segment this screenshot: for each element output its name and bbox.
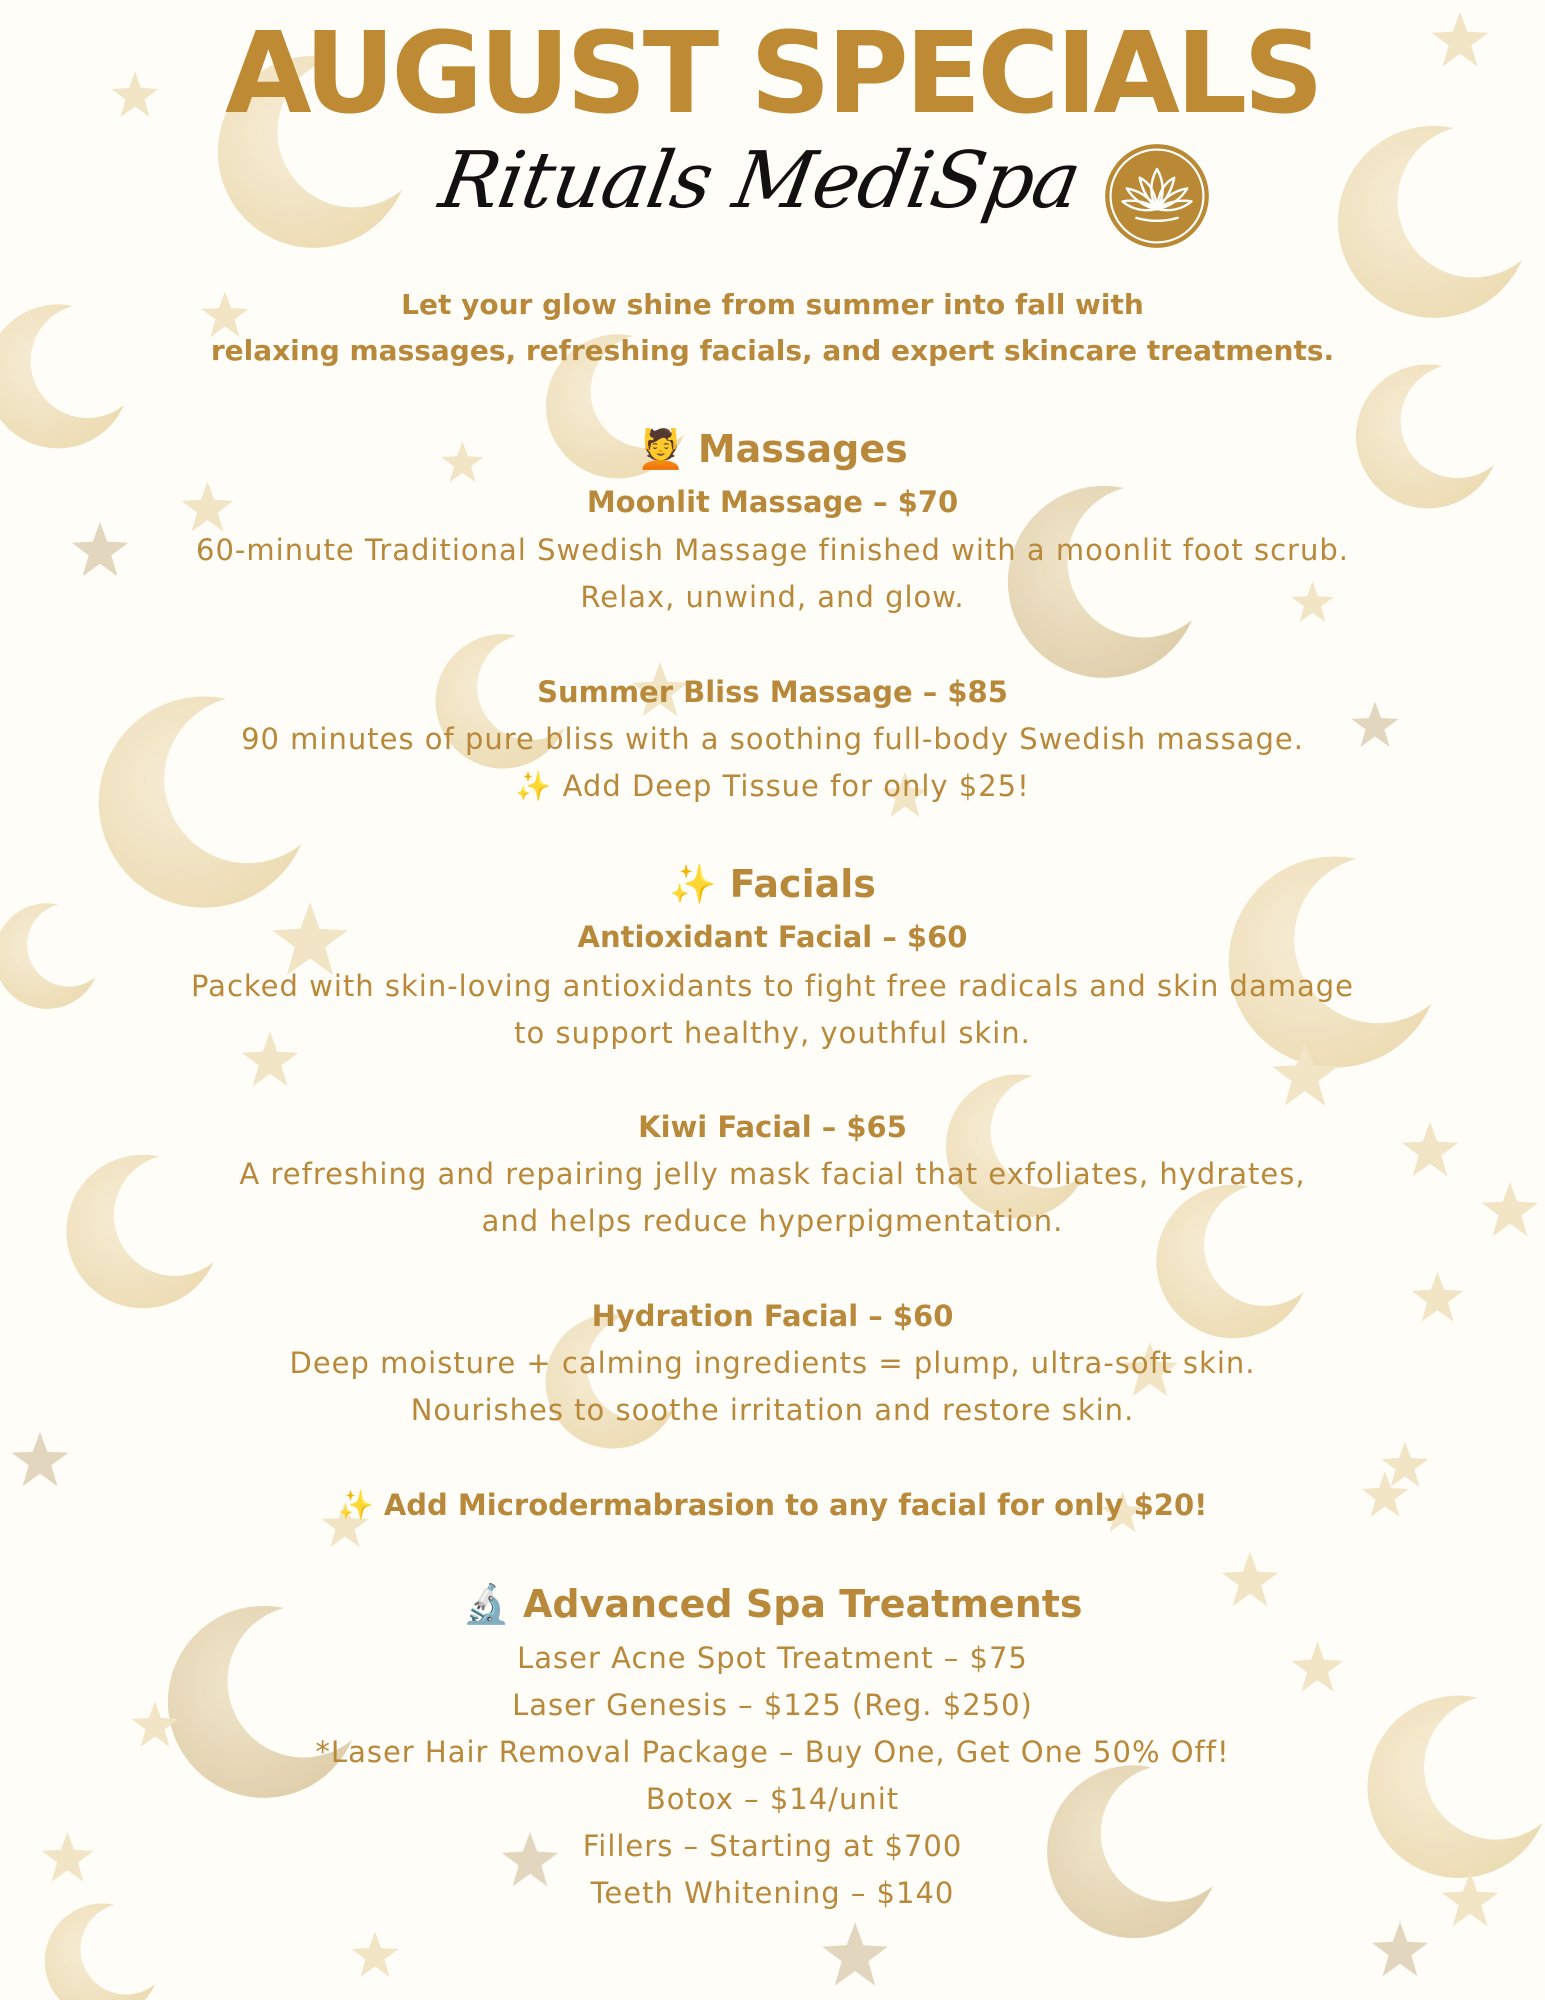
intro-line-2: relaxing massages, refreshing facials, and expert skincare treatments. — [210, 334, 1335, 367]
page-title: AUGUST SPECIALS — [225, 9, 1320, 139]
hydration-facial-title: Hydration Facial – $60 — [591, 1299, 954, 1333]
summer-bliss-massage-title: Summer Bliss Massage – $85 — [537, 675, 1008, 709]
facials-heading-label: Facials — [729, 862, 876, 906]
treatment-item: Laser Genesis – $125 (Reg. $250) — [512, 1688, 1033, 1722]
antioxidant-facial-title: Antioxidant Facial – $60 — [577, 920, 968, 954]
lotus-icon — [1103, 142, 1211, 250]
treatment-item: Fillers – Starting at $700 — [582, 1829, 963, 1863]
treatment-item: Teeth Whitening – $140 — [590, 1876, 955, 1910]
facials-heading — [0, 862, 1545, 907]
treatment-item: *Laser Hair Removal Package – Buy One, Get One 50% Off! — [315, 1735, 1230, 1769]
kiwi-facial-title: Kiwi Facial – $65 — [638, 1110, 907, 1144]
brand-name: Rituals MediSpa — [433, 136, 1087, 226]
antioxidant-facial-desc-1: Packed with skin-loving antioxidants to fight free radicals and skin damage — [190, 969, 1355, 1003]
kiwi-facial-desc-2: and helps reduce hyperpigmentation. — [481, 1204, 1064, 1238]
sparkles-icon: ✨ — [669, 862, 717, 906]
treatment-item: Laser Acne Spot Treatment – $75 — [517, 1641, 1028, 1675]
microscope-icon: 🔬 — [462, 1582, 510, 1626]
summer-bliss-massage-desc-2: ✨ Add Deep Tissue for only $25! — [515, 769, 1030, 803]
moonlit-massage-title: Moonlit Massage – $70 — [586, 485, 959, 519]
antioxidant-facial-desc-2: to support healthy, youthful skin. — [514, 1016, 1031, 1050]
brand-block — [420, 122, 1200, 267]
intro-line-1: Let your glow shine from summer into fall with — [401, 288, 1144, 321]
massage-icon: 💆 — [637, 427, 685, 471]
summer-bliss-massage-desc-1: 90 minutes of pure bliss with a soothing full-body Swedish massage. — [241, 722, 1304, 756]
massages-heading-label: Massages — [697, 427, 908, 471]
advanced-treatments-heading-label: Advanced Spa Treatments — [523, 1582, 1083, 1626]
microdermabrasion-addon: ✨ Add Microdermabrasion to any facial for only $20! — [337, 1488, 1208, 1522]
moonlit-massage-desc-1: 60-minute Traditional Swedish Massage finished with a moonlit foot scrub. — [196, 533, 1349, 567]
treatment-item: Botox – $14/unit — [645, 1782, 900, 1816]
kiwi-facial-desc-1: A refreshing and repairing jelly mask facial that exfoliates, hydrates, — [239, 1157, 1306, 1191]
hydration-facial-desc-1: Deep moisture + calming ingredients = plump, ultra-soft skin. — [289, 1346, 1256, 1380]
moonlit-massage-desc-2: Relax, unwind, and glow. — [580, 580, 965, 614]
massages-heading — [0, 427, 1545, 472]
advanced-treatments-heading — [0, 1582, 1545, 1627]
hydration-facial-desc-2: Nourishes to soothe irritation and restore skin. — [410, 1393, 1135, 1427]
